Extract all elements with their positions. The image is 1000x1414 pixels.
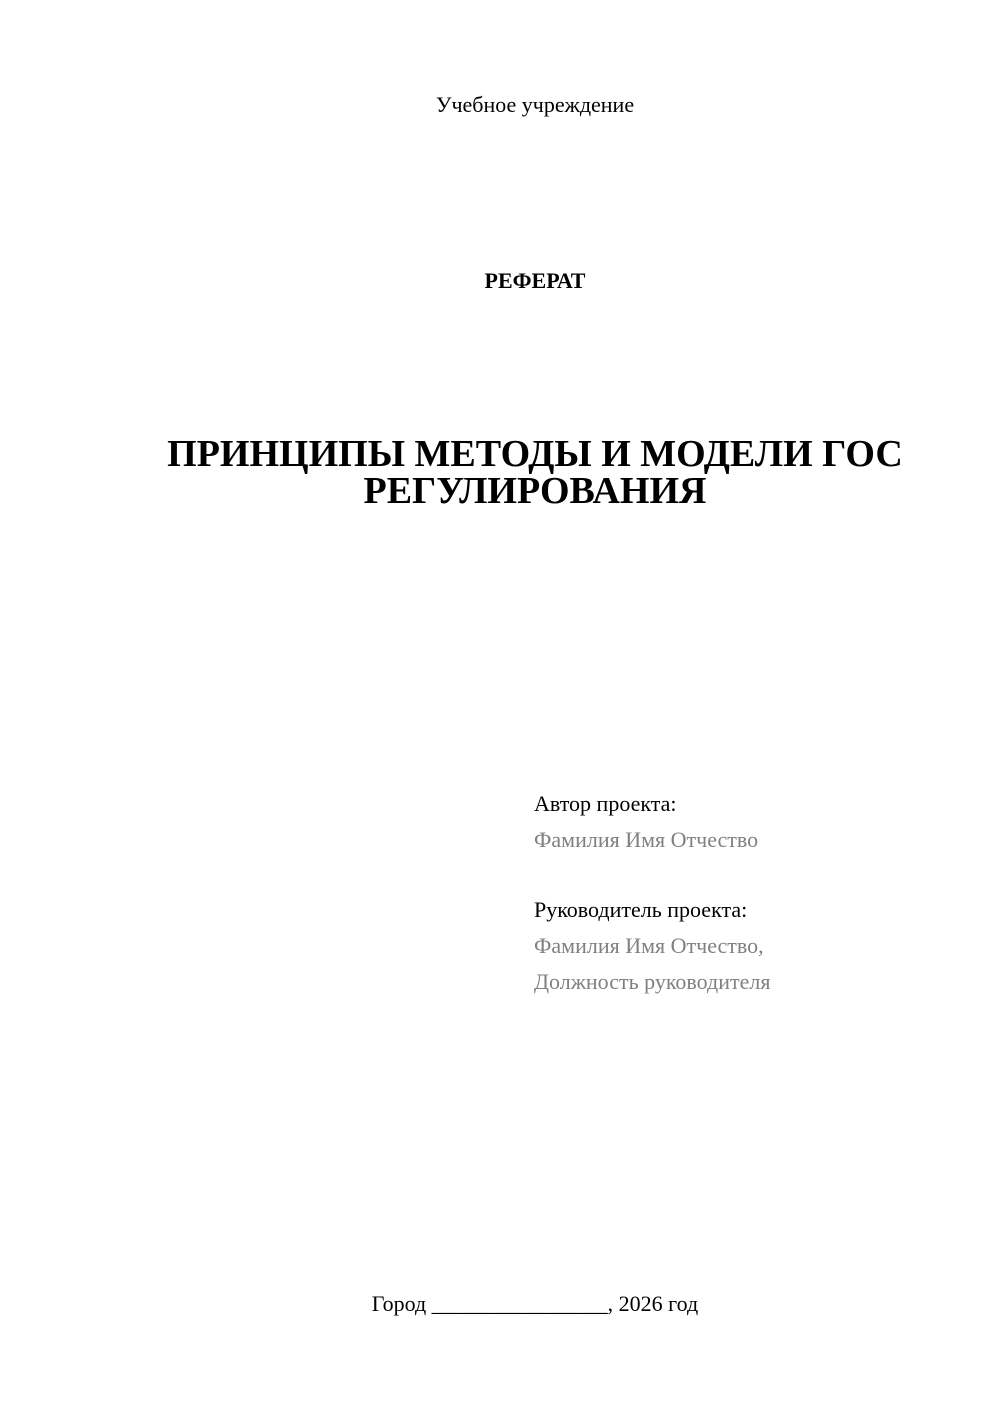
- document-title: [140, 433, 930, 512]
- title-line-2: РЕГУЛИРОВАНИЯ: [363, 470, 707, 512]
- supervisor-label: Руководитель проекта:: [534, 897, 748, 922]
- author-name-placeholder: Фамилия Имя Отчество: [534, 827, 759, 852]
- supervisor-position-placeholder: Должность руководителя: [534, 969, 771, 994]
- credits-block: [534, 786, 974, 1000]
- supervisor-name-placeholder: Фамилия Имя Отчество,: [534, 933, 764, 958]
- credits-spacer: [534, 858, 974, 892]
- title-line-1: ПРИНЦИПЫ МЕТОДЫ И МОДЕЛИ ГОС: [167, 433, 903, 475]
- document-type: РЕФЕРАТ: [484, 268, 586, 293]
- city-year-line: Город ________________, 2026 год: [371, 1291, 699, 1316]
- institution-name: Учебное учреждение: [435, 92, 635, 117]
- author-label: Автор проекта:: [534, 791, 677, 816]
